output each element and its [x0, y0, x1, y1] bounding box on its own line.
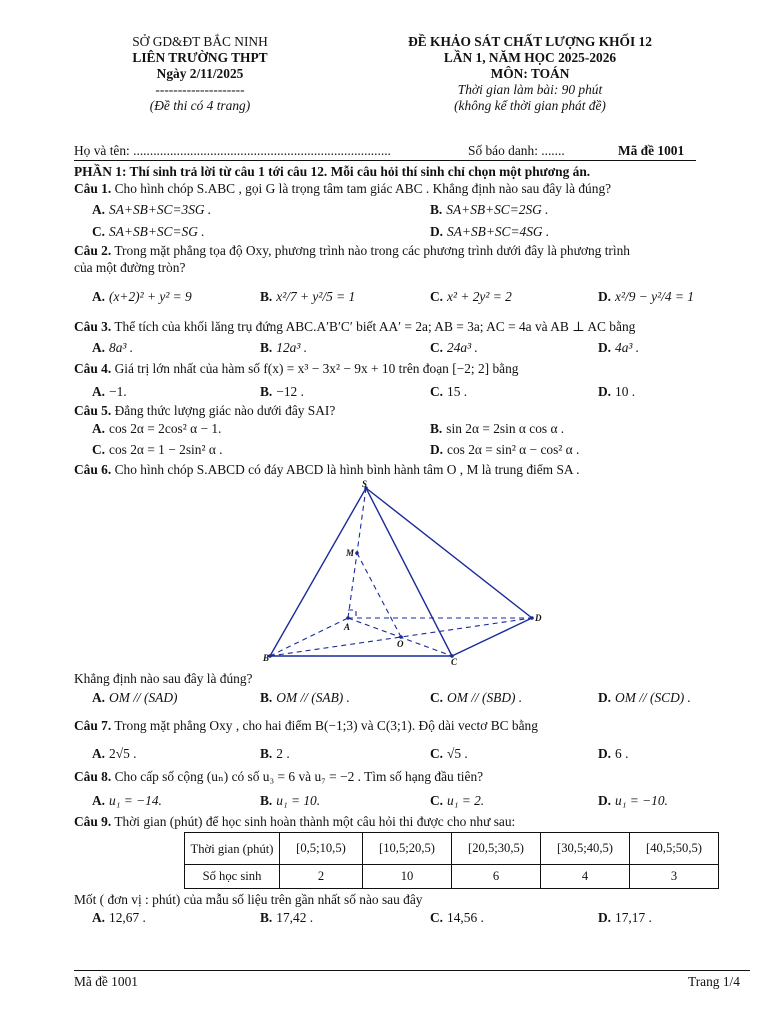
- q8-option-c: C. u₁ = 2.: [430, 793, 485, 808]
- q4-option-a: A. −1.: [92, 384, 127, 399]
- question-7: Câu 7. Trong mặt phẳng Oxy , cho hai điểm B(−1;3) và C(3;1). Độ dài vectơ BC bằng: [74, 718, 538, 733]
- q1-option-b: B. SA+SB+SC=2SG .: [430, 202, 549, 217]
- separator-dashes: --------------------: [155, 82, 245, 97]
- exam-code: Mã đề 1001: [618, 143, 685, 158]
- q2-option-a: A. (x+2)² + y² = 9: [92, 289, 192, 304]
- table-count: 2: [280, 865, 363, 889]
- table-interval: [20,5;30,5): [452, 833, 541, 865]
- label-a: A: [344, 622, 351, 632]
- q6-option-a: A. OM // (SAD): [92, 690, 178, 705]
- table-row: [185, 865, 719, 889]
- label-b: B: [263, 653, 270, 663]
- table-interval: [40,5;50,5): [630, 833, 719, 865]
- label-d: D: [535, 613, 542, 623]
- q1-option-c: C. SA+SB+SC=SG .: [92, 224, 205, 239]
- student-id-field: Số báo danh: .......: [468, 143, 565, 158]
- q9-option-a: A. 12,67 .: [92, 910, 146, 925]
- q2-option-d: D. x²/9 − y²/4 = 1: [598, 289, 694, 304]
- table-count: 6: [452, 865, 541, 889]
- q1-option-d: D. SA+SB+SC=4SG .: [430, 224, 550, 239]
- q5-option-c: C. cos 2α = 1 − 2sin² α .: [92, 442, 223, 457]
- question-1: Câu 1. Cho hình chóp S.ABC , gọi G là trọng tâm tam giác ABC . Khẳng định nào sau đây là đúng?: [74, 181, 612, 196]
- q3-option-c: C. 24a³ .: [430, 340, 478, 355]
- q4-option-d: D. 10 .: [598, 384, 636, 399]
- table-header-students: Số học sinh: [185, 865, 280, 889]
- table-interval: [30,5;40,5): [541, 833, 630, 865]
- label-s: S: [362, 479, 368, 489]
- pyramid-figure: [260, 478, 550, 668]
- header-right: [380, 34, 680, 114]
- q3-option-d: D. 4a³ .: [598, 340, 640, 355]
- exam-title: ĐỀ KHẢO SÁT CHẤT LƯỢNG KHỐI 12: [408, 34, 652, 49]
- duration-note: (không kể thời gian phát đề): [454, 98, 606, 113]
- q3-option-a: A. 8a³ .: [92, 340, 134, 355]
- table-interval: [10,5;20,5): [363, 833, 452, 865]
- footer-code: Mã đề 1001: [74, 974, 138, 989]
- q9-option-d: D. 17,17 .: [598, 910, 652, 925]
- student-name-field: Họ và tên: .............................................................................: [74, 143, 391, 158]
- label-o: O: [397, 639, 404, 649]
- question-2-cont: của một đường tròn?: [74, 260, 186, 275]
- q6-option-c: C. OM // (SBD) .: [430, 690, 523, 705]
- q1-option-a: A. SA+SB+SC=3SG .: [92, 202, 212, 217]
- info-divider: [74, 160, 696, 161]
- question-4: Câu 4. Giá trị lớn nhất của hàm số f(x) = x³ − 3x² − 9x + 10 trên đoạn [−2; 2] bằng: [74, 361, 519, 376]
- question-9-prompt: Mốt ( đơn vị : phút) của mẫu số liệu trên gần nhất số nào sau đây: [74, 892, 423, 907]
- subject: MÔN: TOÁN: [490, 66, 570, 81]
- q7-option-c: C. √5 .: [430, 746, 468, 761]
- school-name: LIÊN TRƯỜNG THPT: [132, 50, 268, 65]
- q6-option-b: B. OM // (SAB) .: [260, 690, 350, 705]
- q4-option-c: C. 15 .: [430, 384, 468, 399]
- label-m: M: [346, 548, 355, 558]
- question-6-prompt: Khẳng định nào sau đây là đúng?: [74, 671, 253, 686]
- q5-option-d: D. cos 2α = sin² α − cos² α .: [430, 442, 580, 457]
- question-6: Câu 6. Cho hình chóp S.ABCD có đáy ABCD là hình bình hành tâm O , M là trung điểm SA .: [74, 462, 580, 477]
- q9-option-b: B. 17,42 .: [260, 910, 314, 925]
- q9-option-c: C. 14,56 .: [430, 910, 484, 925]
- question-5: Câu 5. Đẳng thức lượng giác nào dưới đây SAI?: [74, 403, 336, 418]
- page-count-note: (Đề thi có 4 trang): [149, 98, 251, 113]
- table-row: [185, 833, 719, 865]
- question-3: Câu 3. Thể tích của khối lăng trụ đứng ABC.A′B′C′ biết AA′ = 2a; AB = 3a; AC = 4a và AB ⊥ AC bằng: [74, 319, 636, 334]
- q5-option-a: A. cos 2α = 2cos² α − 1.: [92, 421, 222, 436]
- q2-option-b: B. x²/7 + y²/5 = 1: [260, 289, 356, 304]
- exam-date: Ngày 2/11/2025: [156, 66, 244, 81]
- q2-option-c: C. x² + 2y² = 2: [430, 289, 512, 304]
- table-count: 10: [363, 865, 452, 889]
- table-header-time: Thời gian (phút): [185, 833, 280, 865]
- footer-divider: [74, 970, 750, 971]
- dept-name: SỞ GD&ĐT BẮC NINH: [132, 34, 268, 49]
- page-number: Trang 1/4: [688, 974, 740, 989]
- q3-option-b: B. 12a³ .: [260, 340, 308, 355]
- duration: Thời gian làm bài: 90 phút: [457, 82, 603, 97]
- question-2: Câu 2. Trong mặt phẳng tọa độ Oxy, phương trình nào trong các phương trình dưới đây là phương trình: [74, 243, 630, 258]
- question-9: Câu 9. Thời gian (phút) để học sinh hoàn thành một câu hỏi thi được cho như sau:: [74, 814, 516, 829]
- label-c: C: [451, 657, 458, 667]
- q8-option-a: A. u₁ = −14.: [92, 793, 162, 808]
- q7-option-b: B. 2 .: [260, 746, 290, 761]
- q5-option-b: B. sin 2α = 2sin α cos α .: [430, 421, 565, 436]
- q4-option-b: B. −12 .: [260, 384, 304, 399]
- q7-option-a: A. 2√5 .: [92, 746, 137, 761]
- question-8: Câu 8. Cho cấp số cộng (uₙ) có số u₃ = 6 và u₇ = −2 . Tìm số hạng đầu tiên?: [74, 769, 484, 784]
- q6-option-d: D. OM // (SCD) .: [598, 690, 691, 705]
- exam-round: LẦN 1, NĂM HỌC 2025-2026: [443, 50, 617, 65]
- q8-option-b: B. u₁ = 10.: [260, 793, 321, 808]
- frequency-table: [184, 832, 719, 889]
- q8-option-d: D. u₁ = −10.: [598, 793, 668, 808]
- part1-instructions: PHẦN 1: Thí sinh trả lời từ câu 1 tới câu 12. Mỗi câu hỏi thí sinh chỉ chọn một phương án.: [74, 164, 591, 179]
- table-interval: [0,5;10,5): [280, 833, 363, 865]
- table-count: 3: [630, 865, 719, 889]
- header-left: [120, 34, 280, 114]
- table-count: 4: [541, 865, 630, 889]
- q7-option-d: D. 6 .: [598, 746, 629, 761]
